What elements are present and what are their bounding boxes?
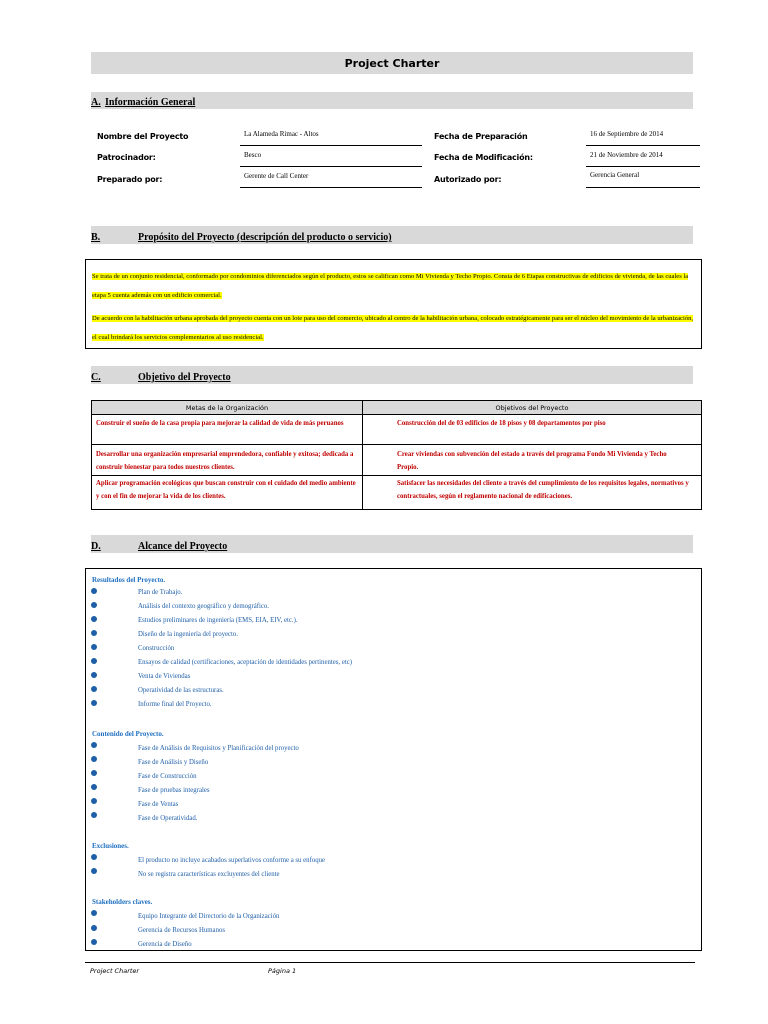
- col-header-metas: Metas de la Organización: [185, 404, 269, 412]
- list-item: Fase de Análisis y Diseño: [138, 759, 209, 766]
- section-d-title: Alcance del Proyecto: [138, 541, 228, 552]
- list-item: Construcción: [138, 645, 175, 652]
- scope-group-heading: Resultados del Proyecto.: [92, 576, 166, 584]
- row-divider: [91, 444, 702, 445]
- underline: [586, 187, 700, 188]
- bullet-icon: [91, 602, 97, 608]
- label-prepared-by: Preparado por:: [97, 175, 163, 184]
- bullet-icon: [91, 939, 97, 945]
- value-prepared-by: Gerente de Call Center: [244, 172, 309, 180]
- table-row: Construir el sueño de la casa propia para mejorar la calidad de vida de más peruanos: [96, 420, 344, 427]
- page-title: Project Charter: [344, 57, 440, 70]
- list-item: Fase de Ventas: [138, 801, 179, 808]
- bullet-icon: [91, 854, 97, 860]
- section-a-letter: A.: [91, 97, 101, 108]
- row-divider: [91, 475, 702, 476]
- scope-group-heading: Exclusiones.: [92, 842, 129, 850]
- list-item: Fase de Análisis de Requisitos y Planificación del proyecto: [138, 745, 299, 752]
- section-b-title: Propósito del Proyecto (descripción del producto o servicio): [138, 232, 392, 243]
- list-item: Ensayos de calidad (certificaciones, aceptación de identidades pertinentes, etc): [138, 659, 353, 666]
- table-row: Crear viviendas con subvención del estado a través del programa Fondo Mi Vivienda y Techo Propio.: [397, 451, 667, 471]
- scope-group-heading: Contenido del Proyecto.: [92, 730, 164, 738]
- list-item: Operatividad de las estructuras.: [138, 687, 224, 694]
- bullet-icon: [91, 798, 97, 804]
- title-bar: [91, 52, 693, 74]
- bullet-icon: [91, 770, 97, 776]
- table-row: Desarrollar una organización empresarial emprendedora, confiable y exitosa; dedicada a construir bienestar para todos nuestros clientes.: [96, 451, 354, 471]
- bullet-icon: [91, 672, 97, 678]
- list-item: Fase de Operatividad.: [138, 815, 198, 822]
- table-row: Construcción del de 03 edificios de 18 pisos y 08 departamentos por piso: [397, 420, 606, 427]
- bullet-icon: [91, 925, 97, 931]
- label-mod-date: Fecha de Modificación:: [434, 153, 533, 162]
- list-item: Plan de Trabajo.: [138, 589, 183, 596]
- col-header-objetivos: Objetivos del Proyecto: [495, 404, 569, 412]
- bullet-icon: [91, 630, 97, 636]
- value-sponsor: Besco: [244, 151, 262, 159]
- list-item: Gerencia de Recursos Humanos: [138, 927, 226, 934]
- label-authorized-by: Autorizado por:: [434, 175, 502, 184]
- bullet-icon: [91, 644, 97, 650]
- list-item: Informe final del Proyecto.: [138, 701, 212, 708]
- purpose-paragraph-2: De acuerdo con la habilitación urbana aprobada del proyecto cuenta con un lote para uso del comercio, ubicado al centro de la habilitación urbana, colocado estratégicamente para ser el núcleo del movimiento de la urbanización, el cual brindará los servicios complementarios al uso residencial.: [92, 315, 694, 341]
- bullet-icon: [91, 658, 97, 664]
- list-item: Fase de pruebas integrales: [138, 787, 210, 794]
- section-d-letter: D.: [91, 541, 101, 552]
- list-item: Fase de Construcción: [138, 773, 197, 780]
- underline: [586, 166, 700, 167]
- bullet-icon: [91, 910, 97, 916]
- bullet-icon: [91, 616, 97, 622]
- bullet-icon: [91, 784, 97, 790]
- table-row: Aplicar programación ecológicos que buscan construir con el cuidado del medio ambiente y con el fin de mejorar la vida de los clientes.: [96, 480, 356, 500]
- table-row: Satisfacer las necesidades del cliente a través del cumplimiento de los requisitos legales, normativos y contractuales, según el reglamento nacional de edificaciones.: [397, 480, 689, 500]
- value-mod-date: 21 de Noviembre de 2014: [590, 151, 663, 159]
- underline: [240, 187, 422, 188]
- list-item: Equipo Integrante del Directorio de la Organización: [138, 913, 280, 920]
- list-item: No se registra características excluyentes del cliente: [138, 871, 280, 878]
- bullet-icon: [91, 700, 97, 706]
- list-item: El producto no incluye acabados superlativos conforme a su enfoque: [138, 857, 326, 864]
- column-divider: [362, 414, 363, 510]
- list-item: Análisis del contexto geográfico y demográfico.: [138, 603, 269, 610]
- underline: [240, 166, 422, 167]
- footer-page-number: Página 1: [268, 967, 297, 975]
- list-item: Gerencia de Diseño: [138, 941, 192, 948]
- label-sponsor: Patrocinador:: [97, 153, 156, 162]
- underline: [240, 145, 422, 146]
- list-item: Estudios preliminares de ingeniería (EMS, EIA, EIV, etc.).: [138, 617, 298, 624]
- section-a-title: Información General: [105, 97, 196, 108]
- value-project-name: La Alameda Rimac - Altos: [244, 130, 319, 138]
- purpose-paragraph-1: Se trata de un conjunto residencial, conformado por condominios diferenciados según el producto, estos se califican como Mi Vivienda y Techo Propio. Consta de 6 Etapas constructivas de edificios de vivienda, de las cuales la etapa 5 cuenta además con un edificio comercial.: [92, 273, 689, 299]
- bullet-icon: [91, 812, 97, 818]
- value-authorized-by: Gerencia General: [590, 171, 640, 179]
- table-header-cell: [91, 400, 363, 415]
- bullet-icon: [91, 756, 97, 762]
- value-prep-date: 16 de Septiembre de 2014: [590, 130, 664, 138]
- label-prep-date: Fecha de Preparación: [434, 132, 528, 141]
- purpose-box: [85, 259, 702, 349]
- table-header-cell: [362, 400, 702, 415]
- list-item: Diseño de la ingeniería del proyecto.: [138, 631, 239, 638]
- section-c-title: Objetivo del Proyecto: [138, 372, 231, 383]
- section-c-letter: C.: [91, 372, 101, 383]
- bullet-icon: [91, 742, 97, 748]
- bullet-icon: [91, 686, 97, 692]
- scope-group-heading: Stakeholders claves.: [92, 898, 153, 906]
- label-project-name: Nombre del Proyecto: [97, 132, 189, 141]
- footer-rule: [85, 962, 695, 963]
- bullet-icon: [91, 868, 97, 874]
- section-b-letter: B.: [91, 232, 101, 243]
- list-item: Venta de Viviendas: [138, 673, 191, 680]
- footer-doc-name: Project Charter: [90, 967, 140, 975]
- bullet-icon: [91, 588, 97, 594]
- underline: [586, 145, 700, 146]
